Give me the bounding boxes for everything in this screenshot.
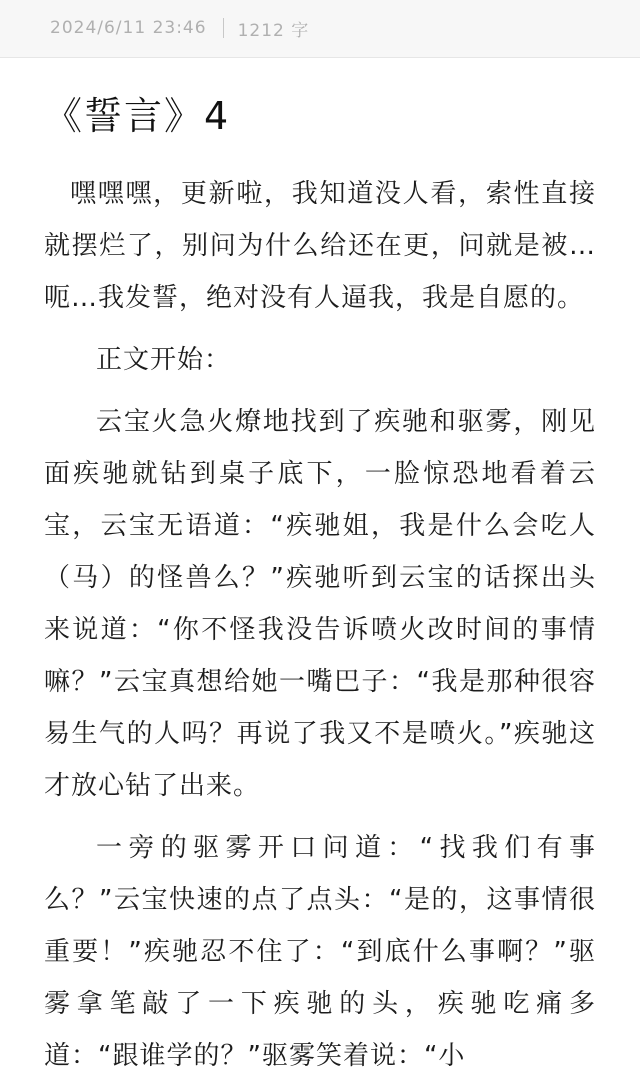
note-content[interactable] <box>44 80 596 1092</box>
note-meta-bar <box>0 0 640 58</box>
note-meta-row <box>50 14 309 42</box>
paragraph-story-1[interactable]: 云宝火急火燎地找到了疾驰和驱雾，刚见面疾驰就钻到桌子底下，一脸惊恐地看着云宝，云宝无语道：“疾驰姐，我是什么会吃人（马）的怪兽么？”疾驰听到云宝的话探出头来说道：“你不怪我没告诉喷火改时间的事情嘛？”云宝真想给她一嘴巴子：“我是那种很容易生气的人吗？再说了我又不是喷火。”疾驰这才放心钻了出来。 <box>44 407 596 801</box>
paragraph-story-2[interactable]: 一旁的驱雾开口问道：“找我们有事么？”云宝快速的点了点头：“是的，这事情很重要！”疾驰忍不住了：“到底什么事啊？”驱雾拿笔敲了一下疾驰的头，疾驰吃痛多道：“跟谁学的？”驱雾笑着说：“小 <box>44 833 596 1071</box>
note-title[interactable]: 《誓言》4 <box>44 94 231 138</box>
note-datetime: 2024/6/11 23:46 <box>50 18 207 38</box>
paragraph-story-start[interactable]: 正文开始： <box>96 345 232 375</box>
meta-divider <box>223 18 224 38</box>
note-body[interactable] <box>44 168 596 1082</box>
paragraph-intro[interactable]: 嘿嘿嘿，更新啦，我知道没人看，索性直接就摆烂了，别问为什么给还在更，问就是被…呃…我发誓，绝对没有人逼我，我是自愿的。 <box>44 179 596 313</box>
note-word-count: 1212 字 <box>237 20 310 41</box>
